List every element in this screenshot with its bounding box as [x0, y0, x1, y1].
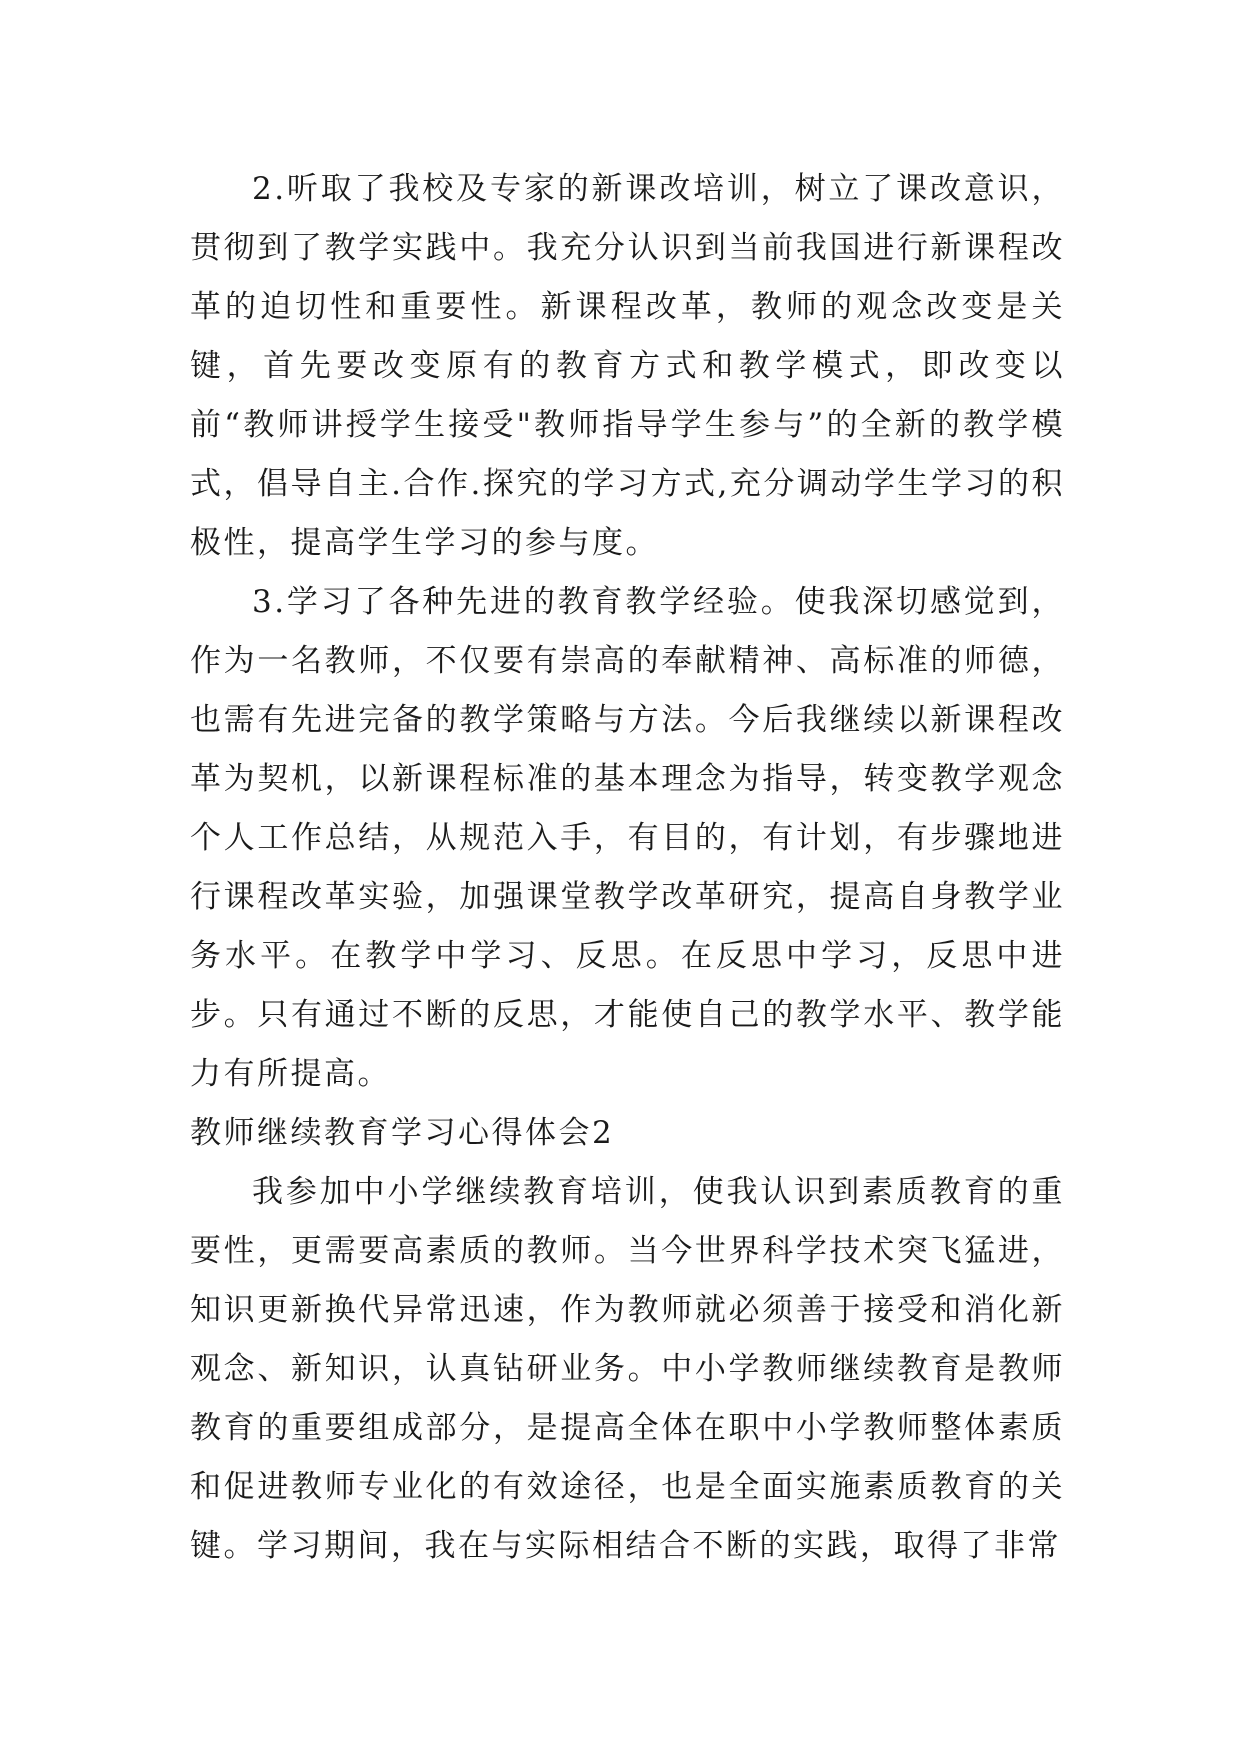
paragraph-section-2-intro: 我参加中小学继续教育培训，使我认识到素质教育的重要性，更需要高素质的教师。当今世界科学技术突飞猛进，知识更新换代异常迅速，作为教师就必须善于接受和消化新观念、新知识，认真钻研业务。中小学教师继续教育是教师教育的重要组成部分，是提高全体在职中小学教师整体素质和促进教师专业化的有效途径，也是全面实施素质教育的关键。学习期间，我在与实际相结合不断的实践，取得了非常: [190, 1174, 1065, 1564]
document-body: [190, 160, 1065, 1576]
section-heading: 教师继续教育学习心得体会2: [190, 1115, 615, 1151]
paragraph-3: 3.学习了各种先进的教育教学经验。使我深切感觉到，作为一名教师，不仅要有崇高的奉献精神、高标准的师德，也需有先进完备的教学策略与方法。今后我继续以新课程改革为契机，以新课程标准的基本理念为指导，转变教学观念个人工作总结，从规范入手，有目的，有计划，有步骤地进行课程改革实验，加强课堂教学改革研究，提高自身教学业务水平。在教学中学习、反思。在反思中学习，反思中进步。只有通过不断的反思，才能使自己的教学水平、教学能力有所提高。: [190, 584, 1065, 1092]
paragraph-2: 2.听取了我校及专家的新课改培训，树立了课改意识，贯彻到了教学实践中。我充分认识到当前我国进行新课程改革的迫切性和重要性。新课程改革，教师的观念改变是关键，首先要改变原有的教育方式和教学模式，即改变以前“教师讲授学生接受"教师指导学生参与”的全新的教学模式，倡导自主.合作.探究的学习方式,充分调动学生学习的积极性，提高学生学习的参与度。: [190, 171, 1065, 561]
